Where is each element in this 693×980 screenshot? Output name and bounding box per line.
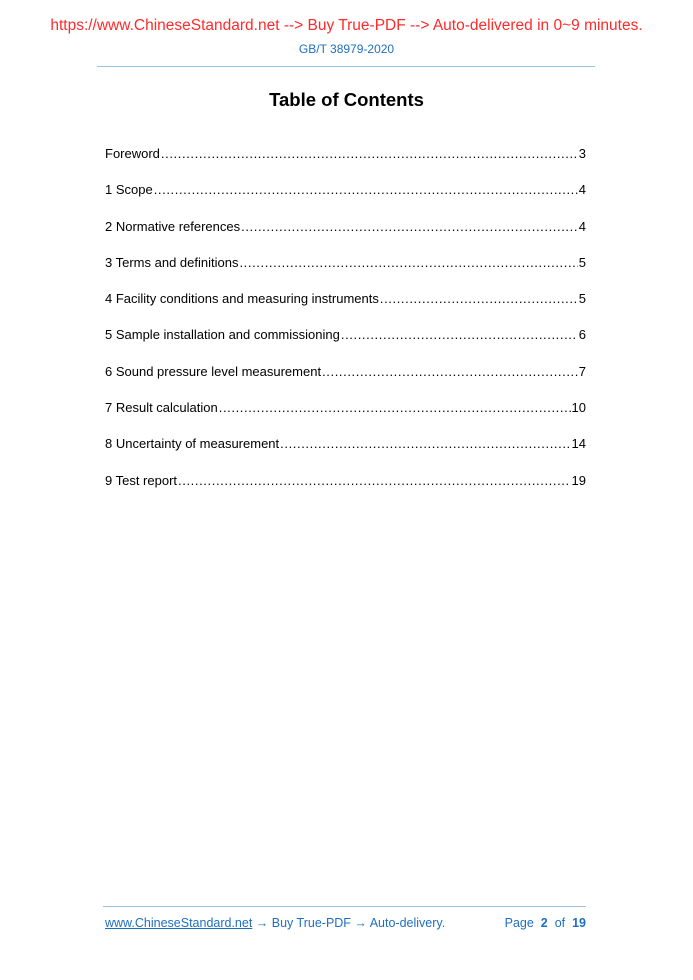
toc-leader <box>161 146 578 162</box>
toc-entry[interactable] <box>105 473 586 509</box>
toc-entry[interactable] <box>105 400 586 436</box>
toc-entry-label: 5 Sample installation and commissioning <box>105 327 340 343</box>
toc-entry-label: 9 Test report <box>105 472 178 488</box>
toc-entry-page: 5 <box>578 254 586 270</box>
toc-leader <box>341 327 578 343</box>
document-number: GB/T 38979-2020 <box>298 42 395 56</box>
toc-leader <box>219 400 571 416</box>
toc-entry-page: 7 <box>578 363 586 379</box>
toc-entry-page: 4 <box>578 218 586 234</box>
toc-entry-label: 6 Sound pressure level measurement <box>105 363 322 379</box>
toc-entry[interactable] <box>105 364 586 400</box>
toc-entry[interactable] <box>105 327 586 363</box>
page-indicator <box>505 916 586 930</box>
toc-entry-page: 3 <box>578 146 586 161</box>
header-divider <box>97 66 595 67</box>
footer-left <box>105 916 445 930</box>
toc-entry[interactable] <box>105 255 586 291</box>
top-banner[interactable]: https://www.ChineseStandard.net --> Buy True-PDF --> Auto-delivered in 0~9 minutes. <box>50 17 643 34</box>
footer-tagline: → Buy True-PDF → Auto-delivery. <box>252 916 446 930</box>
toc-entry[interactable] <box>105 182 586 218</box>
page-of: of <box>554 916 566 930</box>
toc-leader <box>322 364 578 380</box>
toc-entry-page: 19 <box>571 472 586 488</box>
toc-entry-label: 1 Scope <box>105 182 153 198</box>
toc-entry[interactable] <box>105 291 586 327</box>
toc-leader <box>178 473 571 489</box>
page-prefix: Page <box>504 916 534 930</box>
toc-entry[interactable] <box>105 146 586 182</box>
page-total: 19 <box>572 916 586 930</box>
toc-entry-label: 2 Normative references <box>105 218 241 234</box>
toc-entry-page: 14 <box>571 436 586 452</box>
toc-entry-page: 4 <box>578 182 586 198</box>
toc-leader <box>380 291 578 307</box>
toc-entry[interactable] <box>105 219 586 255</box>
toc-entry-page: 6 <box>578 327 586 343</box>
footer-divider <box>103 906 586 907</box>
toc-entry-label: Foreword <box>105 146 160 161</box>
toc-entry-label: 7 Result calculation <box>105 400 218 416</box>
toc-entry[interactable] <box>105 436 586 472</box>
toc-leader <box>239 255 577 271</box>
toc-leader <box>280 436 570 452</box>
toc-entry-label: 8 Uncertainty of measurement <box>105 436 280 452</box>
toc-entry-page: 10 <box>571 400 586 416</box>
page-footer <box>105 916 586 930</box>
page-title: Table of Contents <box>269 89 424 110</box>
footer-site-link[interactable]: www.ChineseStandard.net <box>105 916 253 930</box>
toc-entry-label: 4 Facility conditions and measuring instruments <box>105 291 379 307</box>
toc-leader <box>154 182 578 198</box>
toc-leader <box>241 219 578 235</box>
toc-entry-page: 5 <box>578 291 586 307</box>
page-current: 2 <box>540 916 548 930</box>
table-of-contents <box>105 146 586 509</box>
toc-entry-label: 3 Terms and definitions <box>105 254 239 270</box>
